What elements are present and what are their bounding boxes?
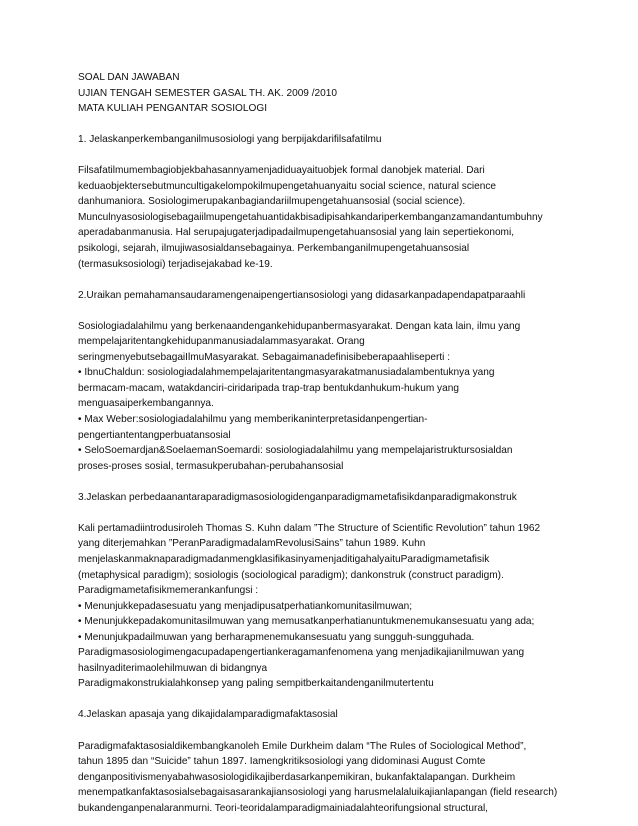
answer-line: mempelajaritentangkehidupanmanusiadalammasyarakat. Orang	[78, 336, 365, 348]
document-header	[78, 70, 578, 117]
answer-line: (metaphysical paradigm); sosiologis (sociological paradigm); dankonstruk (construct paradigm).	[78, 569, 504, 581]
answer-line: bermacam-macam, watakdanciri-ciridaripada trap-trap bentukdanhukum-hukum yang	[78, 382, 459, 394]
answer-line: • IbnuChaldun: sosiologiadalahmempelajaritentangmasyarakatmanusiadalambentuknya yang	[78, 367, 495, 379]
answer-line: • SeloSoemardjan&SoelaemanSoemardi: sosiologiadalahilmu yang mempelajaristruktursosialdan	[78, 445, 513, 457]
header-line: UJIAN TENGAH SEMESTER GASAL TH. AK. 2009 /2010	[78, 87, 337, 99]
question-2	[78, 288, 578, 304]
answer-line: Paradigmakonstrukialahkonsep yang paling sempitberkaitandenganilmutertentu	[78, 678, 434, 690]
question-text: 3.Jelaskan perbedaanantaraparadigmasosiologidenganparadigmametafisikdanparadigmakonstruk	[78, 491, 517, 503]
answer-line: yang diterjemahkan ”PeranParadigmadalamRevolusiSains” tahun 1989. Kuhn	[78, 538, 426, 550]
answer-line: (termasuksosiologi) terjadisejakabad ke-19.	[78, 258, 273, 270]
answer-3	[78, 521, 578, 692]
answer-1	[78, 163, 578, 272]
answer-line: seringmenyebutsebagaiIlmuMasyarakat. Sebagaimanadefinisibeberapaahliseperti :	[78, 351, 451, 363]
document-page	[78, 70, 578, 816]
answer-line: Kali pertamadiintrodusiroleh Thomas S. Kuhn dalam ”The Structure of Scientific Revolution” tahun 1962	[78, 522, 541, 534]
answer-line: Sosiologiadalahilmu yang berkenaandengankehidupanbermasyarakat. Dengan kata lain, ilmu yang	[78, 320, 521, 332]
answer-line: hasilnyaditerimaolehilmuwan di bidangnya	[78, 662, 268, 674]
header-line: SOAL DAN JAWABAN	[78, 72, 180, 83]
answer-line: keduaobjektersebutmuncultigakelompokilmupengetahuanyaitu social science, natural science	[78, 180, 497, 192]
answer-line: Munculnyasosiologisebagaiilmupengetahuantidakbisadipisahkandariperkembanganzamandantumbuhny	[78, 211, 543, 223]
question-text: 1. Jelaskanperkembanganilmusosiologi yang berpijakdarifilsafatilmu	[78, 134, 382, 146]
question-1	[78, 132, 578, 148]
answer-line: • Menunjukpadailmuwan yang berharapmenemukansesuatu yang sungguh-sungguhada.	[78, 631, 475, 643]
answer-line: pengertiantentangperbuatansosial	[78, 429, 231, 441]
header-line: MATA KULIAH PENGANTAR SOSIOLOGI	[78, 103, 268, 115]
answer-line: denganpositivismenyabahwasosiologidikajiberdasarkanpemikiran, bukanfaktalapangan. Durkheim	[78, 771, 516, 783]
answer-line: Paradigmasosiologimengacupadapengertiankeragamanfenomena yang menjadikajianilmuwan yang	[78, 647, 525, 659]
answer-2	[78, 319, 578, 474]
answer-line: menguasaiperkembangannya.	[78, 398, 214, 410]
question-text: 4.Jelaskan apasaja yang dikajidalamparadigmafaktasosial	[78, 709, 338, 721]
answer-line: proses-proses sosial, termasukperubahan-perubahansosial	[78, 460, 344, 472]
answer-line: • Menunjukkepadasesuatu yang menjadipusatperhatiankomunitasilmuwan;	[78, 600, 413, 612]
answer-line: danhumaniora. Sosiologimerupakanbagiandariilmupengetahuansosial (social science).	[78, 196, 466, 208]
question-text: 2.Uraikan pemahamansaudaramengenaipengertiansosiologi yang didasarkanpadapendapatparaahli	[78, 289, 526, 301]
answer-line: Paradigmametafisikmemerankanfungsi :	[78, 585, 259, 597]
answer-line: menempatkanfaktasosialsebagaisasarankajiansosiologi yang harusmelalaluikajianlapangan (field research)	[78, 787, 558, 799]
answer-line: Filsafatilmumembagiobjekbahasannyamenjadiduayaituobjek formal danobjek material. Dari	[78, 165, 485, 177]
question-3	[78, 490, 578, 506]
answer-line: tahun 1895 dan “Suicide” tahun 1897. Iamengkritiksosiologi yang didominasi August Comte	[78, 756, 486, 768]
answer-line: • Menunjukkepadakomunitasilmuwan yang memusatkanperhatianuntukmenemukansesuatu yang ada;	[78, 616, 535, 628]
answer-4	[78, 739, 578, 817]
question-4	[78, 707, 578, 723]
answer-line: bukandenganpenalaranmurni. Teori-teoridalamparadigmainiadalahteorifungsional structural,	[78, 802, 488, 814]
answer-line: aperadabanmanusia. Hal serupajugaterjadipadailmupengetahuansosial yang lain sepertiekonomi,	[78, 227, 515, 239]
answer-line: menjelaskanmaknaparadigmadanmengklasifikasinyamenjaditigahalyaituParadigmametafisik	[78, 553, 490, 565]
answer-line: psikologi, sejarah, ilmujiwasosialdansebagainya. Perkembanganilmupengetahuansosial	[78, 243, 470, 255]
answer-line: • Max Weber:sosiologiadalahilmu yang memberikaninterpretasidanpengertian-	[78, 414, 428, 426]
answer-line: Paradigmafaktasosialdikembangkanoleh Emile Durkheim dalam “The Rules of Sociological Method”,	[78, 740, 527, 752]
